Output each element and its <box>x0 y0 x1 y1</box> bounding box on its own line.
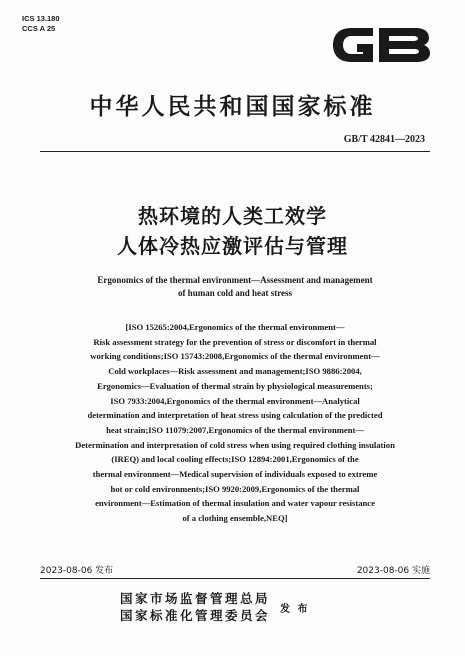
divider <box>40 151 430 152</box>
divider <box>40 578 430 579</box>
equivalence-line: (IREQ) and local cooling effects;ISO 12894:2001,Ergonomics of the <box>111 454 359 465</box>
title-en-line-2: of human cold and heat stress <box>177 288 293 298</box>
ics-code: ICS 13.180 <box>22 14 60 23</box>
dates-row <box>40 563 430 576</box>
issuer-names <box>120 590 270 624</box>
equivalence-line: working conditions;ISO 15743:2008,Ergonomics of the thermal environment— <box>90 351 380 362</box>
implementation-date: 2023-08-06 实施 <box>356 566 430 576</box>
standard-number: GB/T 42841—2023 <box>343 134 425 145</box>
gb-logo <box>327 22 435 68</box>
equivalence-line: environment—Estimation of thermal insulation and water vapour resistance <box>95 498 375 509</box>
equivalence-line: ISO 7933:2004,Ergonomics of the thermal environment—Analytical <box>110 395 360 406</box>
equivalence-line: hot or cold environments;ISO 9920:2009,Ergonomics of the thermal <box>110 483 360 494</box>
equivalence-line: Cold workplaces—Risk assessment and management;ISO 9886:2004, <box>108 366 362 377</box>
issuer-action: 发 布 <box>280 603 310 615</box>
ccs-code: CCS A 25 <box>22 24 56 33</box>
issuer-name: 国家标准化管理委员会 <box>120 608 271 623</box>
issuer-block <box>120 590 310 624</box>
title-cn-line-2: 人体冷热应激评估与管理 <box>117 234 348 258</box>
equivalence-line: Ergonomics—Evaluation of thermal strain by physiological measurements; <box>97 380 373 391</box>
title-cn-line-1: 热环境的人类工效学 <box>138 204 327 228</box>
international-equivalence <box>32 320 438 526</box>
title-en-line-1: Ergonomics of the thermal environment—Assessment and management <box>97 275 373 285</box>
title-en <box>40 274 430 300</box>
classification-codes <box>22 14 60 34</box>
equivalence-line: thermal environment—Medical supervision of individuals exposed to extreme <box>92 469 378 480</box>
national-standard-title: 中华人民共和国国家标准 <box>89 94 376 120</box>
equivalence-line: of a clothing ensemble,NEQ] <box>182 513 288 524</box>
equivalence-line: [ISO 15265:2004,Ergonomics of the thermal environment— <box>125 322 345 332</box>
issue-date: 2023-08-06 发布 <box>40 566 114 576</box>
equivalence-line: Risk assessment strategy for the prevention of stress or discomfort in thermal <box>93 336 377 347</box>
equivalence-line: heat strain;ISO 11079:2007,Ergonomics of the thermal environment— <box>106 424 364 435</box>
equivalence-line: determination and interpretation of heat stress using calculation of the predicted <box>87 410 383 421</box>
issuer-name: 国家市场监督管理总局 <box>120 591 271 606</box>
equivalence-line: Determination and interpretation of cold stress when using required clothing insulation <box>75 439 395 450</box>
